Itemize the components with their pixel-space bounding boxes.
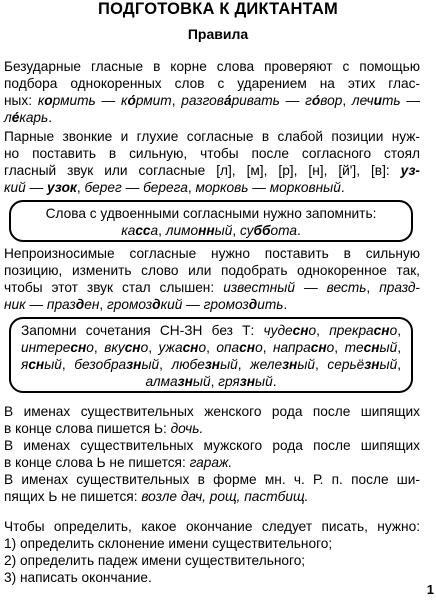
rule-5-line-2: в конце слова Ь не пишется: гараж. <box>4 455 233 470</box>
rule-3-line-4: ник — празден, громоздкий — громоздить. <box>4 297 288 312</box>
rule-3-line-2: позицию, изменить слово или подобрать однокоренное так, <box>4 263 420 278</box>
sn-zn-line-2: интересно, вкусно, ужасно, опасно, напрасно, тесный, <box>21 340 402 355</box>
rule-1-line-1: Безударные гласные в корне слова проверяют с помощью <box>4 59 420 74</box>
page-title: ПОДГОТОВКА К ДИКТАНТАМ <box>98 0 338 18</box>
rule-5-line-1: В именах существительных мужского рода после шипящих <box>4 438 420 453</box>
doubled-consonants-box <box>9 200 413 242</box>
rule-2-line-3: гласный звук или согласные [л], [м], [р], [н], [й'], [в]: уз- <box>4 163 420 178</box>
rule-6-line-1: В именах существительных в форме мн. ч. Р. п. после ши- <box>4 472 420 487</box>
rule-4-line-1: В именах существительных женского рода после шипящих <box>4 404 420 419</box>
rule-6-line-2: пящих Ь не пишется: возле дач, рощ, пастбищ. <box>4 489 309 504</box>
rule-1-line-4: ле́карь. <box>4 110 53 125</box>
step-item: 1) определить склонение имени существительного; <box>4 536 333 551</box>
doubled-consonants-examples: касса, лимонный, суббота. <box>121 223 301 238</box>
rule-7-line-1: Чтобы определить, какое окончание следует писать, нужно: <box>4 519 420 534</box>
rule-1-line-3: ных: кормить — ко́рмит, разгова́ривать — го́вор, лечить — <box>4 93 421 108</box>
rule-2-line-4: кий — узок, берег — берега, морковь — морковный. <box>4 180 345 195</box>
rule-4-line-2: в конце слова пишется Ь: дочь. <box>4 421 204 436</box>
page-number: 1 <box>426 582 434 597</box>
doubled-consonants-heading: Слова с удвоенными согласными нужно запомнить: <box>45 206 377 221</box>
section-subtitle: Правила <box>187 26 249 42</box>
sn-zn-line-4: алмазный, грязный. <box>145 374 277 389</box>
rule-1-line-2: подбора однокоренных слов с ударением на этих глас- <box>4 76 420 91</box>
rule-2-line-2: но поставить в сильную, чтобы после согласного стоял <box>4 146 420 161</box>
rule-3-line-3: чтобы этот звук стал слышен: известный — весть, празд- <box>4 280 421 295</box>
rule-3-line-1: Непроизносимые согласные нужно поставить в сильную <box>4 246 420 261</box>
step-item: 2) определить падеж имени существительного; <box>4 553 306 568</box>
sn-zn-box <box>9 317 413 393</box>
sn-zn-line-1: Запомни сочетания СН-ЗН без Т: чудесно, прекрасно, <box>21 323 401 338</box>
step-item: 3) написать окончание. <box>4 570 152 585</box>
sn-zn-line-3: ясный, безобразный, любезный, железный, серьёзный, <box>21 357 402 372</box>
rule-2-line-1: Парные звонкие и глухие согласные в слабой позиции нуж- <box>4 129 420 144</box>
